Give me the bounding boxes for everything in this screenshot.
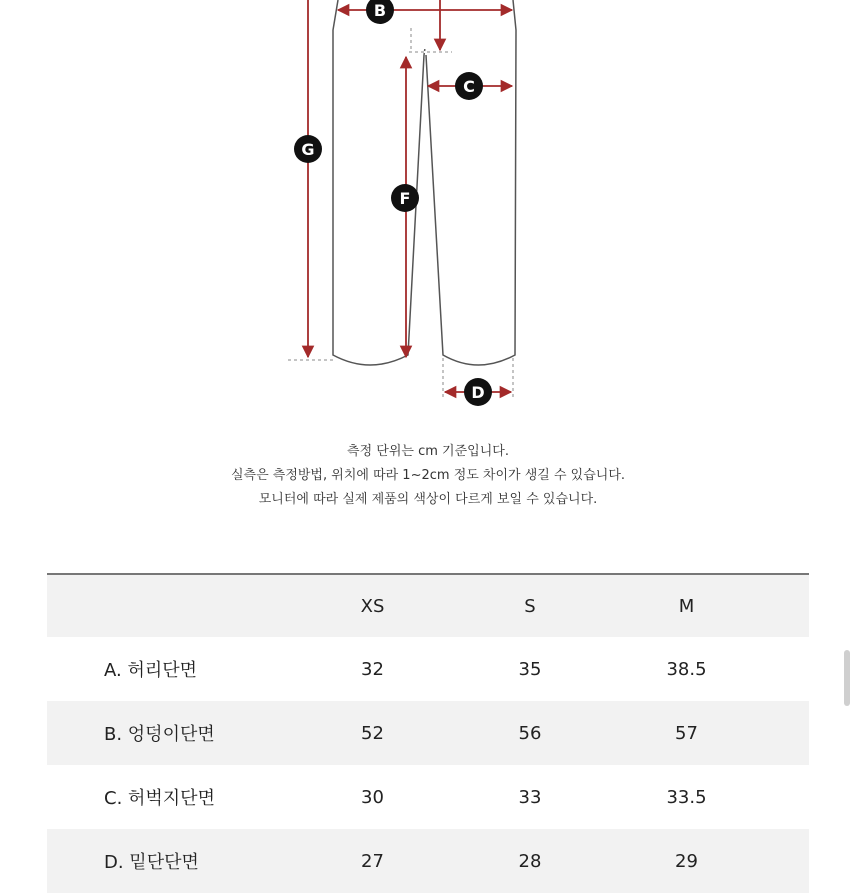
table-row	[47, 637, 809, 701]
cell-empty	[763, 637, 809, 701]
cell-empty	[763, 765, 809, 829]
header-s: S	[450, 574, 610, 637]
row-label: A. 허리단면	[104, 660, 197, 681]
row-label: D. 밑단단면	[47, 829, 295, 893]
cell-s: 28	[450, 829, 610, 893]
header-m: M	[610, 574, 763, 637]
cell-s: 35	[518, 658, 542, 680]
cell-xs: 30	[361, 786, 384, 808]
table-row	[47, 829, 809, 893]
cell-m: 29	[610, 829, 763, 893]
marker-d-label: D	[471, 383, 485, 402]
note-tolerance: 실측은 측정방법, 위치에 따라 1~2cm 정도 차이가 생길 수 있습니다.	[230, 468, 626, 483]
pants-outline	[333, 0, 516, 365]
table-row	[47, 765, 809, 829]
note-unit: 측정 단위는 cm 기준입니다.	[347, 444, 509, 459]
marker-c-label: C	[463, 77, 475, 96]
cell-m: 57	[610, 701, 763, 765]
cell-xs: 27	[295, 829, 450, 893]
table-header-row	[47, 574, 809, 637]
crotch-seam	[424, 48, 425, 55]
scrollbar-thumb[interactable]	[844, 650, 850, 706]
marker-d	[464, 378, 492, 406]
marker-f-label: F	[399, 189, 411, 208]
row-label: B. 엉덩이단면	[47, 701, 295, 765]
size-table	[47, 573, 809, 893]
pants-right-leg-outline	[426, 0, 516, 365]
measurement-diagram	[0, 0, 856, 440]
cell-m: 33.5	[666, 786, 707, 808]
note-color: 모니터에 따라 실제 제품의 색상이 다르게 보일 수 있습니다.	[258, 492, 598, 507]
row-label: C. 허벅지단면	[104, 788, 215, 809]
cell-empty	[763, 829, 809, 893]
cell-xs: 52	[295, 701, 450, 765]
marker-b	[366, 0, 394, 24]
cell-m: 38.5	[666, 658, 707, 680]
header-xs: XS	[295, 574, 450, 637]
cell-empty	[763, 701, 809, 765]
marker-g-label: G	[301, 140, 315, 159]
table-row	[47, 701, 809, 765]
pants-left-leg-outline	[333, 0, 424, 365]
cell-xs: 32	[361, 658, 384, 680]
marker-g	[294, 135, 322, 163]
marker-f	[391, 184, 419, 212]
header-label	[47, 574, 295, 637]
header-empty	[763, 574, 809, 637]
cell-s: 33	[518, 786, 542, 808]
measurement-notes	[0, 440, 856, 512]
marker-b-label: B	[373, 1, 387, 20]
marker-c	[455, 72, 483, 100]
cell-s: 56	[450, 701, 610, 765]
